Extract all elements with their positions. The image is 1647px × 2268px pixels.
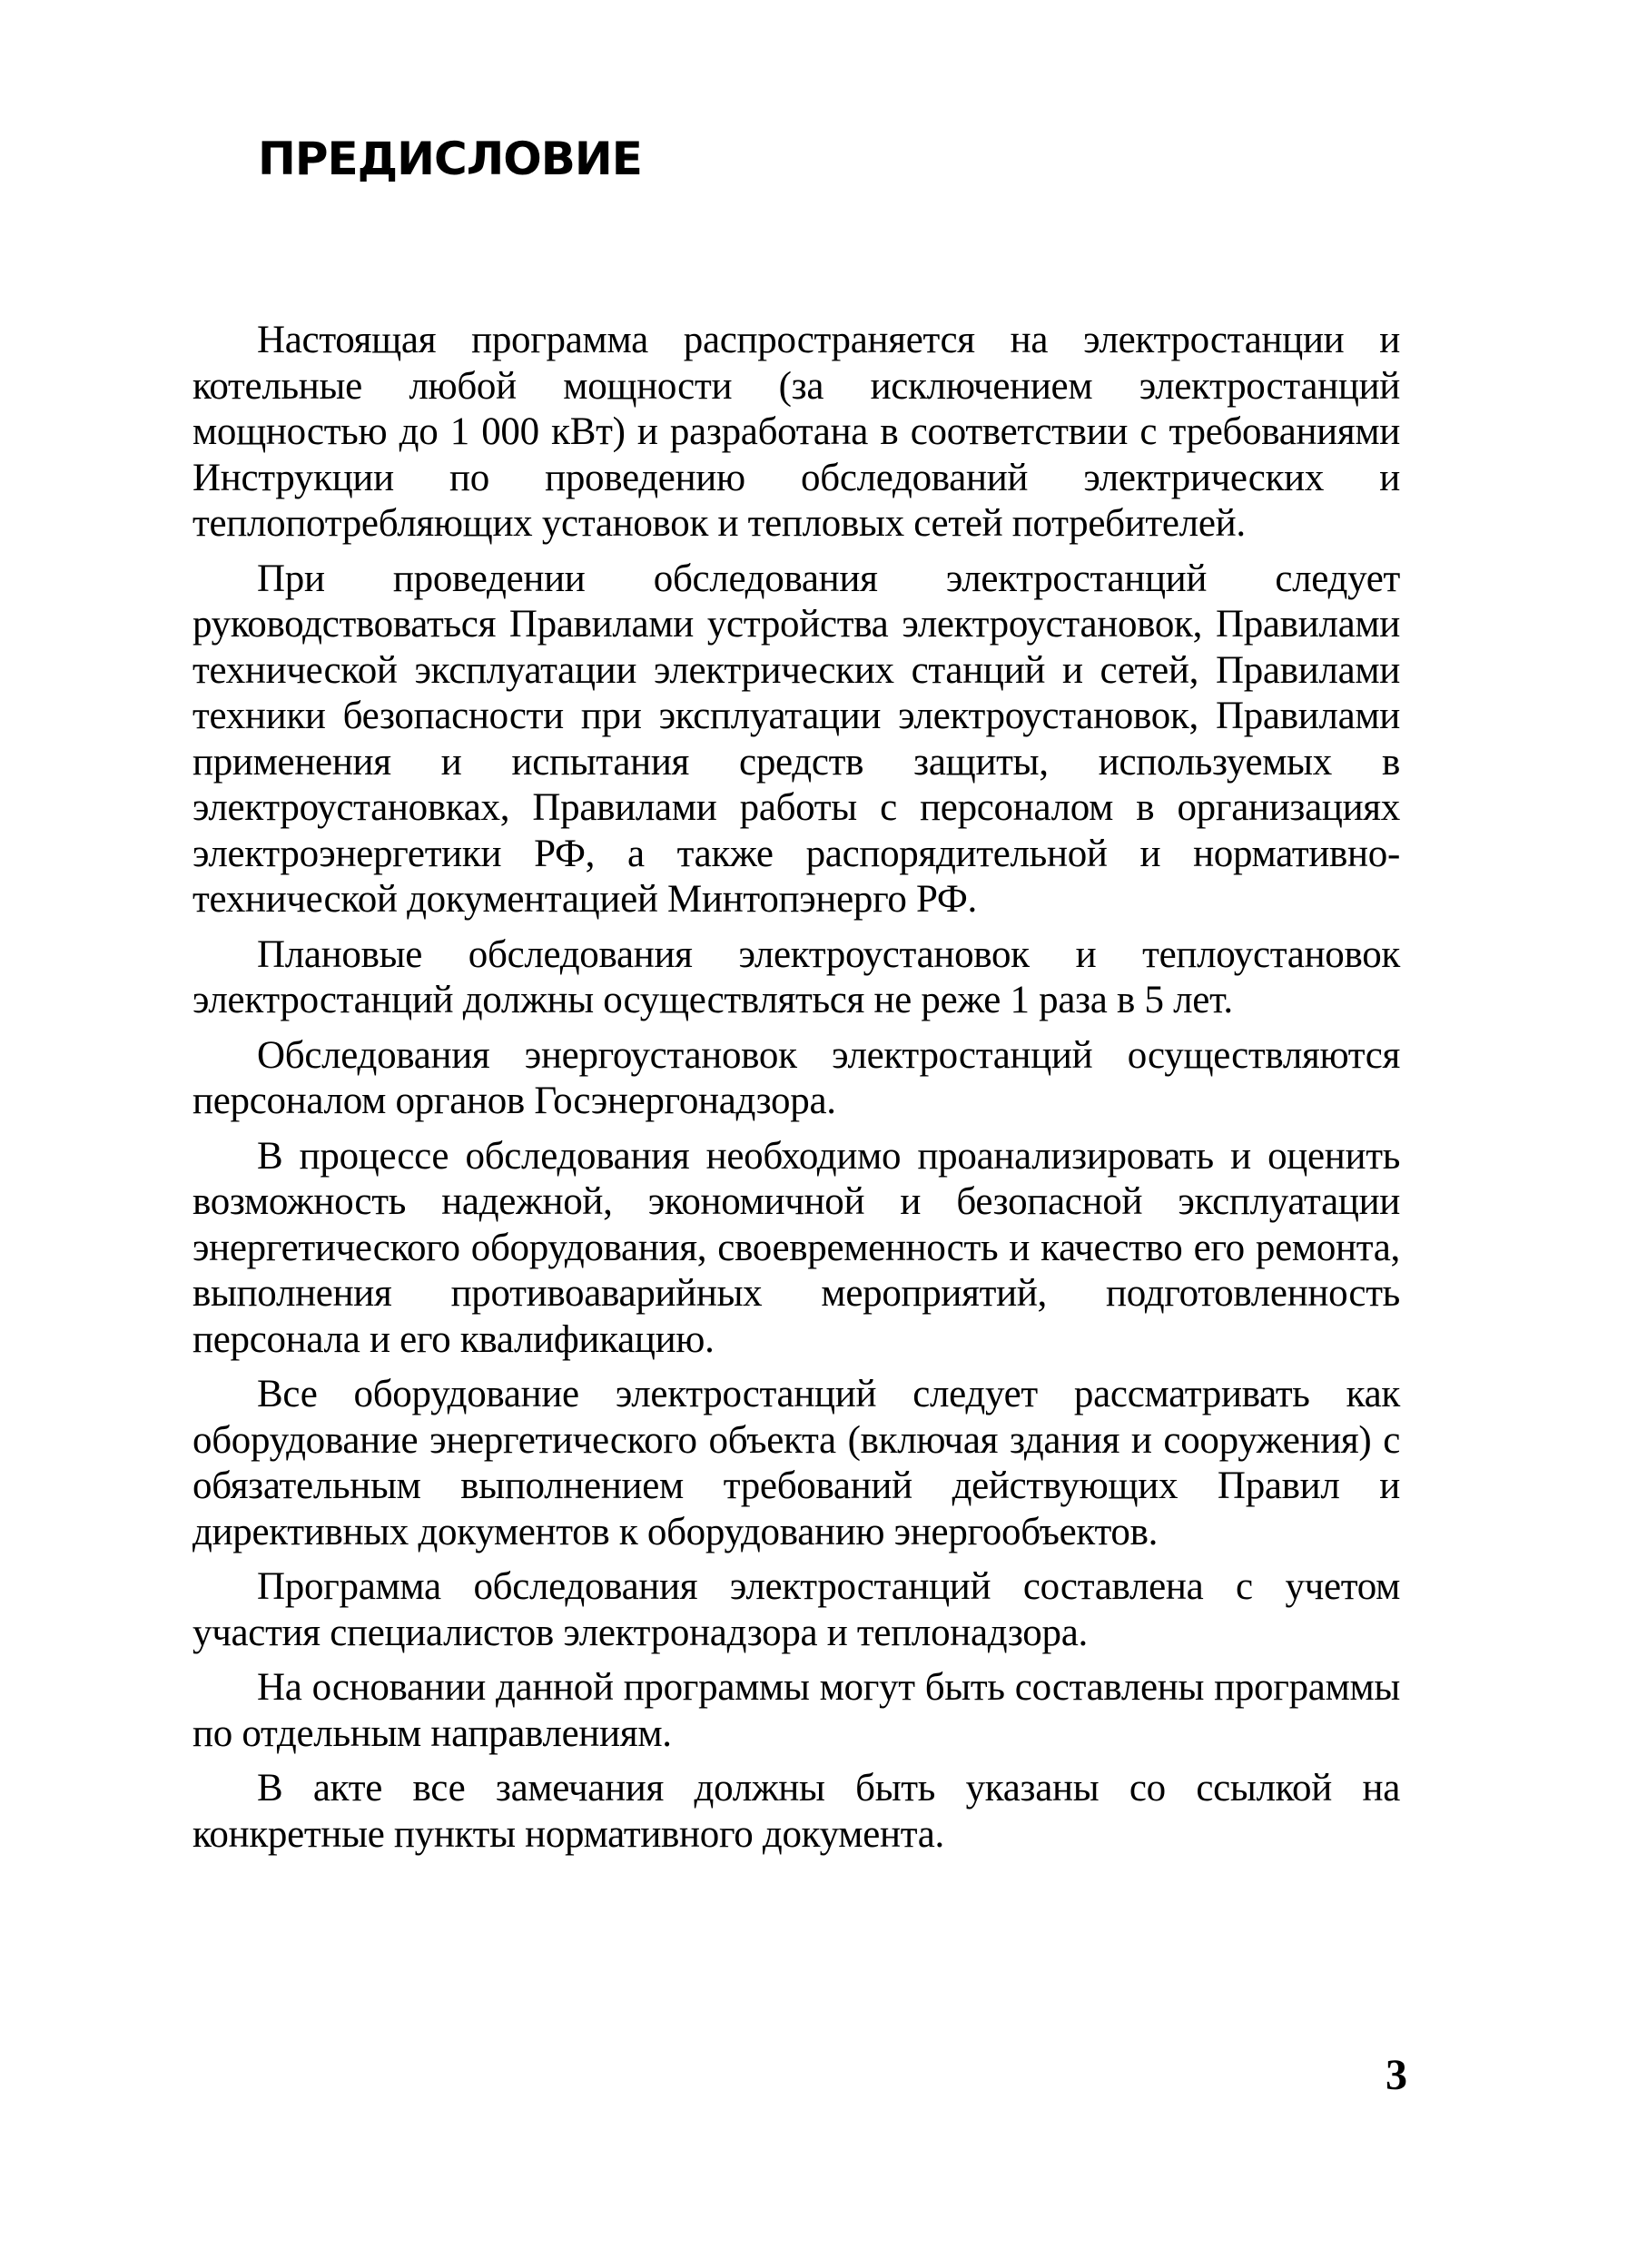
paragraph-rules: При проведении обследования электростанций следует руководствоваться Правилами устройства электроустановок, Правилами технической эксплуатации электрических станций и сетей, Правилами техники безопасности при эксплуатации электроустановок, Правилами применения и испытания средств защиты, используемых в электроустановках, Правилами работы с персоналом в организациях электроэнергетики РФ, а также распорядительной и нормативно-технической документацией Минтопэнерго РФ. — [192, 557, 1400, 921]
paragraph-equipment: Все оборудование электростанций следует рассматривать как оборудование энергетического объекта (включая здания и сооружения) с обязательным выполнением требований действующих Правил и директивных документов к оборудованию энергообъектов. — [192, 1373, 1400, 1553]
paragraph-specialists: Программа обследования электростанций составлена с учетом участия специалистов электронадзора и теплонадзора. — [192, 1565, 1400, 1654]
page-title: ПРЕДИСЛОВИЕ — [258, 133, 642, 185]
body-text — [192, 318, 1400, 1867]
paragraph-programs: На основании данной программы могут быть составлены программы по отдельным направлениям. — [192, 1666, 1400, 1755]
paragraph-act: В акте все замечания должны быть указаны со ссылкой на конкретные пункты нормативного документа. — [192, 1767, 1400, 1856]
page-number: 3 — [1386, 2051, 1407, 2099]
paragraph-schedule: Плановые обследования электроустановок и теплоустановок электростанций должны осуществляться не реже 1 раза в 5 лет. — [192, 932, 1400, 1021]
paragraph-personnel: Обследования энергоустановок электростанций осуществляются персоналом органов Госэнергонадзора. — [192, 1033, 1400, 1122]
paragraph-analysis: В процессе обследования необходимо проанализировать и оценить возможность надежной, экономичной и безопасной эксплуатации энергетического оборудования, своевременность и качество его ремонта, выполнения противоаварийных мероприятий, подготовленность персонала и его квалификацию. — [192, 1134, 1400, 1361]
paragraph-scope: Настоящая программа распространяется на электростанции и котельные любой мощности (за исключением электростанций мощностью до 1 000 кВт) и разработана в соответствии с требованиями Инструкции по проведению обследований электрических и теплопотребляющих установок и тепловых сетей потребителей. — [192, 319, 1400, 545]
